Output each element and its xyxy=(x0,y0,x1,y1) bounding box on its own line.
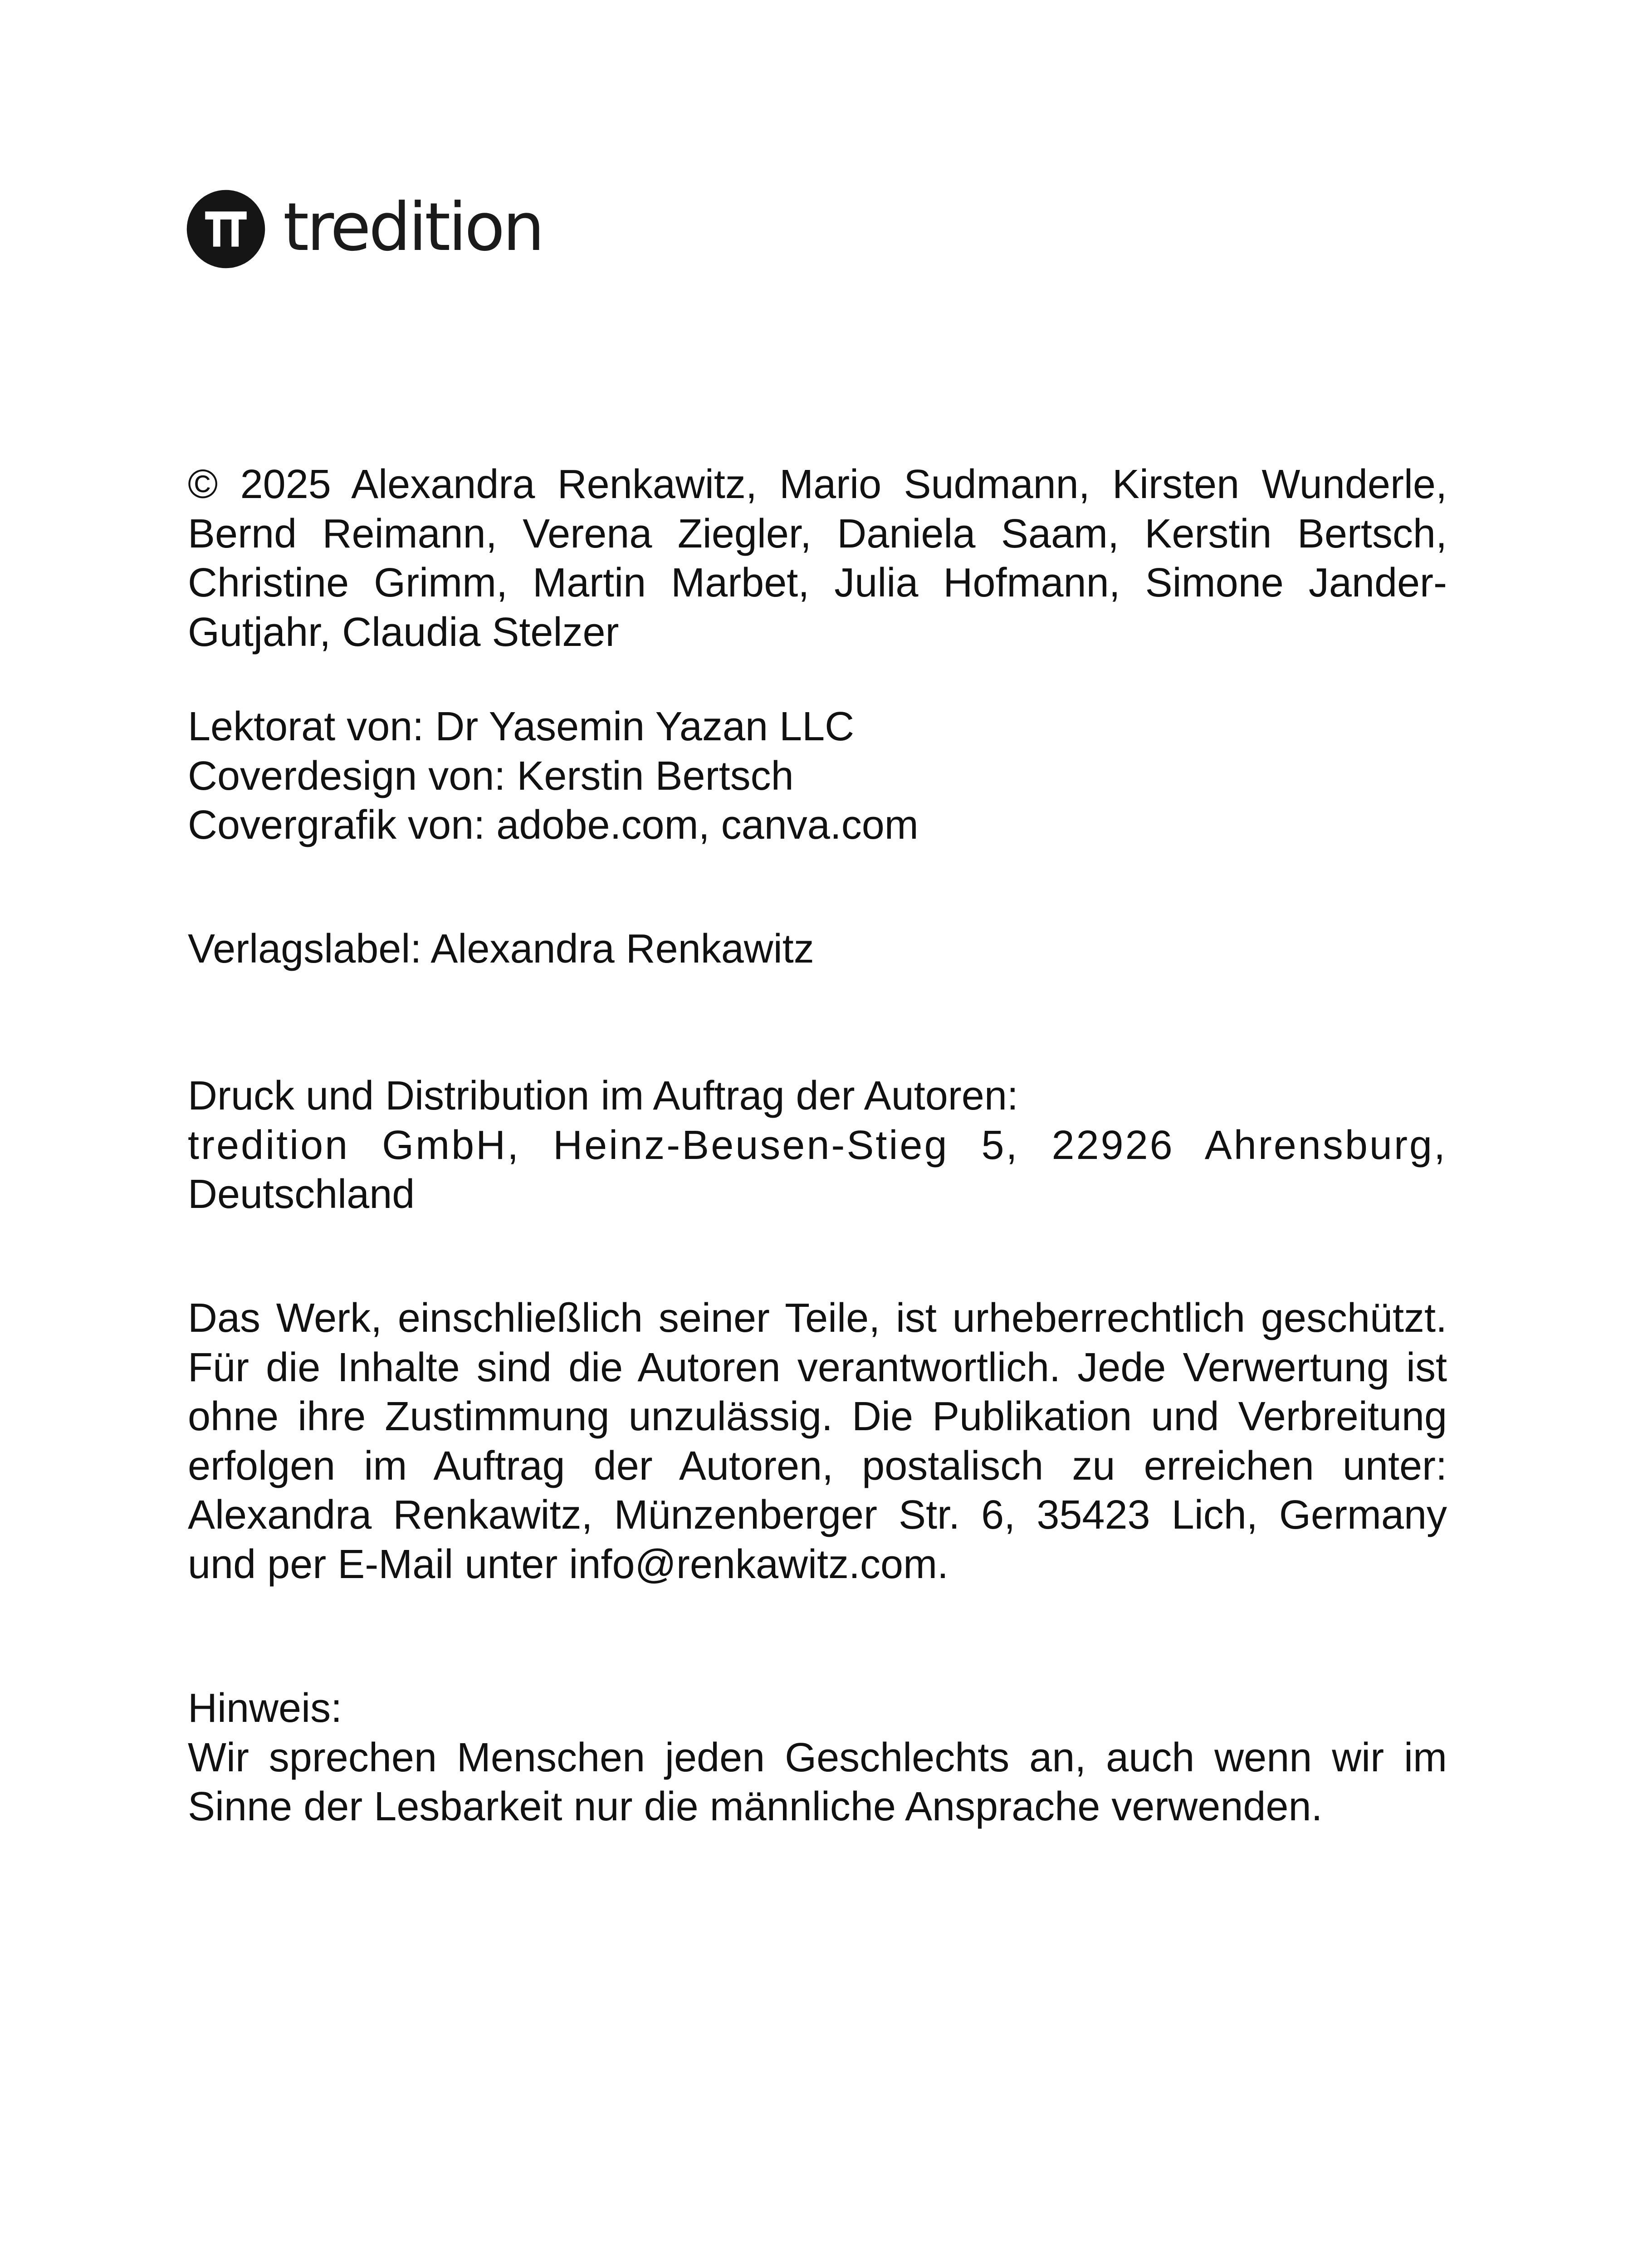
note-section xyxy=(188,1684,1447,1832)
cover-design-credit: Coverdesign von: Kerstin Bertsch xyxy=(188,753,794,799)
publisher-label: Verlagslabel: Alexandra Renkawitz xyxy=(188,926,814,972)
distribution-section xyxy=(188,1071,1447,1219)
publisher-logo xyxy=(186,188,543,270)
note-text: Wir sprechen Menschen jeden Geschlechts an, auch wenn wir im Sinne der Lesbarkeit nur die männliche Ansprache verwenden. xyxy=(188,1735,1447,1829)
copyright-notice: © 2025 Alexandra Renkawitz, Mario Sudmann, Kirsten Wunderle, Bernd Reimann, Verena Ziegler, Daniela Saam, Kerstin Bertsch, Christine Grimm, Martin Marbet, Julia Hofmann, Simone Jander-Gutjahr, Claudia Stelzer xyxy=(188,462,1447,655)
cover-graphics-credit: Covergrafik von: adobe.com, canva.com xyxy=(188,802,919,848)
tredition-logo-mark-icon xyxy=(186,189,266,269)
publisher-wordmark: tredition xyxy=(283,189,543,266)
credits-section xyxy=(188,702,1447,850)
note-heading: Hinweis: xyxy=(188,1686,342,1731)
distribution-country: Deutschland xyxy=(188,1172,415,1217)
editing-credit: Lektorat von: Dr Yasemin Yazan LLC xyxy=(188,704,855,749)
rights-notice: Das Werk, einschließlich seiner Teile, ist urheberrechtlich geschützt. Für die Inhalte sind die Autoren verantwortlich. Jede Verwertung ist ohne ihre Zustimmung unzulässig. Die Publikation und Verbreitung erfolgen im Auftrag der Autoren, postalisch zu erreichen unter: Alexandra Renkawitz, Münzenberger Str. 6, 35423 Lich, Germany und per E-Mail unter info@renkawitz.com. xyxy=(188,1295,1447,1587)
distribution-address: tredition GmbH, Heinz-Beusen-Stieg 5, 22926 Ahrensburg, xyxy=(188,1122,1447,1168)
distribution-heading: Druck und Distribution im Auftrag der Autoren: xyxy=(188,1073,1018,1119)
